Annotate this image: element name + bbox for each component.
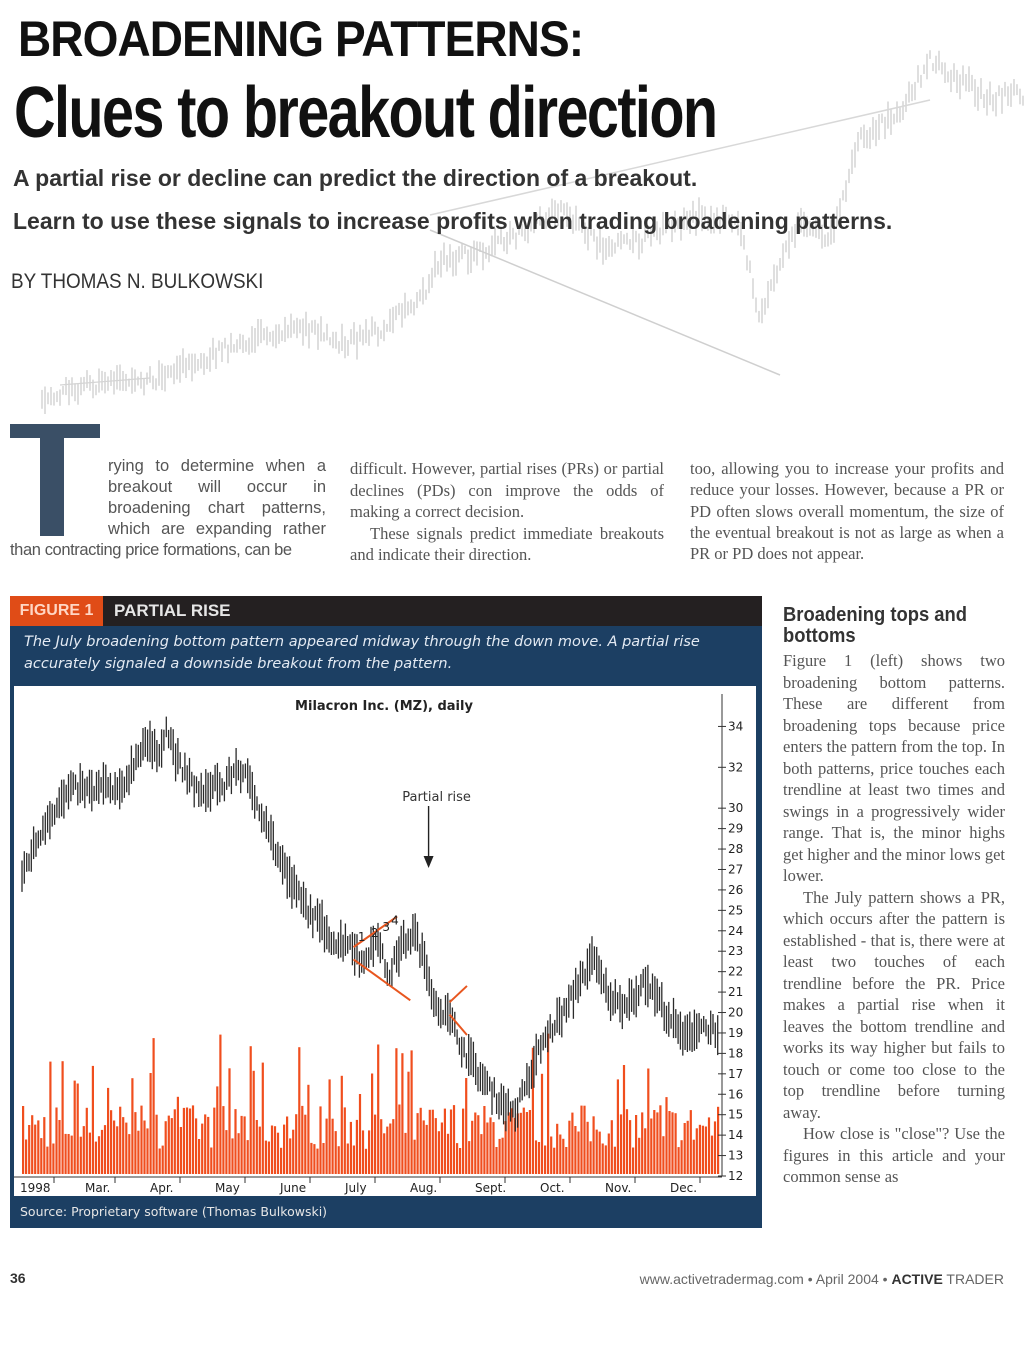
y-tick-label: 15 (728, 1107, 744, 1122)
volume-bar (250, 1046, 252, 1174)
volume-bar (395, 1048, 397, 1174)
volume-bar (614, 1147, 616, 1174)
volume-bar (22, 1106, 24, 1174)
y-tick-label: 27 (728, 862, 744, 877)
volume-bar (274, 1126, 276, 1174)
volume-bar (520, 1113, 522, 1174)
volume-bar (641, 1112, 643, 1174)
volume-bar (171, 1118, 173, 1174)
volume-bar (574, 1126, 576, 1174)
x-tick-label: Aug. (410, 1181, 438, 1195)
volume-bar (438, 1131, 440, 1174)
volume-bar (265, 1141, 267, 1174)
volume-bar (168, 1116, 170, 1174)
volume-bar (162, 1146, 164, 1174)
volume-bar (307, 1085, 309, 1174)
volume-bar (55, 1108, 57, 1175)
volume-bar (492, 1122, 494, 1174)
volume-bar (687, 1121, 689, 1174)
volume-bar (341, 1076, 343, 1174)
volume-bar (213, 1108, 215, 1174)
volume-bar (602, 1144, 604, 1175)
volume-bar (298, 1047, 300, 1174)
volume-bar (577, 1132, 579, 1175)
figure-header (10, 596, 762, 626)
volume-bar (222, 1106, 224, 1174)
volume-bar (420, 1108, 422, 1174)
col1-line: rying to determine when a (108, 457, 326, 475)
volume-bar (231, 1138, 233, 1174)
volume-bar (593, 1116, 595, 1174)
figure-caption: The July broadening bottom pattern appeared midway through the down move. A partial rise accurately signaled a downside breakout from the pattern. (24, 634, 700, 672)
volume-bar (432, 1110, 434, 1174)
volume-bar (338, 1146, 340, 1174)
volume-bar (159, 1149, 161, 1175)
touch-label: 2 (371, 925, 379, 940)
volume-bar (665, 1097, 667, 1174)
volume-bar (708, 1117, 710, 1174)
volume-bar (717, 1107, 719, 1174)
volume-bar (668, 1111, 670, 1174)
volume-bar (180, 1127, 182, 1174)
col1-line-last: than contracting price formations, can be (10, 541, 292, 559)
volume-bar (547, 1034, 549, 1174)
volume-bar (204, 1114, 206, 1174)
volume-bar (417, 1113, 419, 1174)
volume-bar (608, 1134, 610, 1175)
volume-bar (219, 1035, 221, 1174)
volume-bar (407, 1072, 409, 1174)
x-tick-label: July (345, 1181, 367, 1195)
y-tick-label: 24 (728, 923, 744, 938)
y-tick-label: 19 (728, 1025, 744, 1040)
volume-bar (116, 1126, 118, 1174)
volume-bar (499, 1139, 501, 1174)
volume-bar (253, 1071, 255, 1174)
volume-bar (259, 1127, 261, 1174)
page-number: 36 (10, 1270, 26, 1286)
volume-bar (477, 1115, 479, 1174)
volume-bar (678, 1147, 680, 1174)
volume-bar (74, 1081, 76, 1174)
volume-bar (365, 1149, 367, 1174)
volume-bar (58, 1120, 60, 1174)
volume-bar (392, 1119, 394, 1174)
x-tick-label: 1998 (20, 1181, 51, 1195)
y-tick-label: 12 (728, 1169, 744, 1183)
figure-title: PARTIAL RISE (114, 601, 231, 620)
x-tick-label: Oct. (540, 1181, 565, 1195)
col1-line: which are expanding rather (108, 520, 326, 538)
volume-bar (335, 1131, 337, 1174)
volume-bar (329, 1079, 331, 1174)
volume-bar (234, 1109, 236, 1174)
volume-bar (699, 1125, 701, 1174)
volume-bar (544, 1146, 546, 1175)
volume-bar (183, 1108, 185, 1174)
volume-bar (189, 1109, 191, 1175)
volume-bar (177, 1097, 179, 1174)
volume-bar (140, 1106, 142, 1174)
volume-bar (611, 1120, 613, 1174)
volume-bar (310, 1143, 312, 1174)
volume-bar (277, 1133, 279, 1174)
volume-bar (474, 1113, 476, 1175)
col2-paragraph-2: These signals predict immediate breakouts and indicate their direction. (350, 523, 664, 564)
volume-bar (523, 1108, 525, 1174)
volume-bar (371, 1074, 373, 1175)
volume-bar (526, 1112, 528, 1174)
volume-bar (444, 1109, 446, 1174)
volume-bar (632, 1148, 634, 1175)
volume-bar (52, 1144, 54, 1175)
volume-bar (529, 1110, 531, 1174)
volume-bar (456, 1143, 458, 1174)
volume-bar (702, 1126, 704, 1174)
volume-bar (256, 1120, 258, 1174)
volume-bar (301, 1106, 303, 1174)
volume-bar (495, 1147, 497, 1174)
volume-bar (110, 1110, 112, 1174)
trendline (450, 986, 467, 1002)
volume-bar (156, 1115, 158, 1174)
volume-bar (541, 1074, 543, 1174)
volume-bar (210, 1148, 212, 1175)
touch-label: 4 (391, 913, 399, 928)
volume-bar (295, 1114, 297, 1174)
volume-bar (571, 1113, 573, 1174)
volume-bar (568, 1121, 570, 1174)
volume-bar (247, 1140, 249, 1174)
touch-label: 1 (357, 930, 366, 944)
volume-bar (429, 1110, 431, 1174)
volume-bar (95, 1142, 97, 1174)
volume-bar (326, 1119, 328, 1174)
volume-bar (125, 1123, 127, 1174)
volume-bar (25, 1140, 27, 1175)
volume-bar (368, 1130, 370, 1174)
volume-bar (34, 1125, 36, 1174)
volume-bar (635, 1115, 637, 1174)
volume-bar (398, 1105, 400, 1175)
volume-bar (535, 1140, 537, 1174)
page-footer: www.activetradermag.com • April 2004 • ACTIVE TRADER (639, 1271, 1004, 1287)
y-tick-label: 28 (728, 842, 744, 857)
volume-bar (40, 1138, 42, 1174)
volume-bar (671, 1112, 673, 1174)
volume-bar (502, 1138, 504, 1174)
volume-bar (207, 1117, 209, 1174)
y-tick-label: 21 (728, 985, 744, 1000)
volume-bar (46, 1147, 48, 1174)
y-tick-label: 25 (728, 903, 744, 918)
volume-bar (80, 1137, 82, 1174)
volume-bar (653, 1110, 655, 1174)
volume-bar (344, 1107, 346, 1174)
volume-bar (559, 1135, 561, 1175)
volume-bar (447, 1134, 449, 1174)
y-tick-label: 29 (728, 821, 744, 836)
background-trendline (430, 230, 780, 375)
volume-bar (37, 1120, 39, 1174)
volume-bar (322, 1143, 324, 1174)
volume-bar (68, 1134, 70, 1174)
volume-bar (587, 1122, 589, 1174)
x-tick-label: Sept. (475, 1181, 507, 1195)
volume-bar (143, 1121, 145, 1175)
volume-bar (693, 1140, 695, 1174)
col1-line: breakout will occur in (108, 478, 326, 496)
volume-bar (596, 1130, 598, 1174)
volume-bar (153, 1038, 155, 1174)
x-tick-label: Nov. (605, 1181, 632, 1195)
volume-bar (122, 1117, 124, 1174)
volume-bar (304, 1115, 306, 1174)
volume-bar (696, 1128, 698, 1174)
volume-bar (92, 1066, 94, 1174)
volume-bar (647, 1069, 649, 1175)
volume-bar (101, 1130, 103, 1174)
volume-bar (377, 1045, 379, 1175)
volume-bar (468, 1141, 470, 1174)
partial-rise-annotation: Partial rise (402, 790, 471, 805)
price-volume-chart (14, 686, 756, 1196)
annotation-arrow-head (424, 856, 434, 868)
volume-bar (459, 1148, 461, 1174)
col1-line: broadening chart patterns, (108, 499, 326, 517)
volume-bar (283, 1125, 285, 1174)
col3-paragraph-1: too, allowing you to increase your profits and reduce your losses. However, because a PR or PD often slows overall momentum, the size of the eventual breakout is not as large as when a PR or PD does not appear. (690, 459, 1004, 564)
volume-bar (426, 1125, 428, 1174)
volume-bar (714, 1121, 716, 1174)
volume-bar (565, 1147, 567, 1174)
y-tick-label: 32 (728, 760, 744, 775)
chart-title: Milacron Inc. (MZ), daily (295, 699, 473, 714)
volume-bar (107, 1088, 109, 1174)
volume-bar (401, 1053, 403, 1174)
y-tick-label: 20 (728, 1005, 744, 1020)
volume-bar (89, 1133, 91, 1174)
volume-bar (471, 1121, 473, 1174)
volume-bar (644, 1128, 646, 1174)
y-tick-label: 18 (728, 1046, 744, 1061)
y-tick-label: 13 (728, 1148, 744, 1163)
volume-bar (356, 1120, 358, 1174)
volume-bar (201, 1124, 203, 1174)
volume-bar (146, 1128, 148, 1174)
volume-bar (192, 1105, 194, 1174)
column-3 (690, 458, 1004, 564)
volume-bar (465, 1078, 467, 1174)
volume-bar (134, 1112, 136, 1174)
volume-bar (599, 1132, 601, 1174)
x-tick-label: Apr. (150, 1181, 174, 1195)
volume-bar (626, 1109, 628, 1174)
volume-bar (198, 1139, 200, 1174)
y-tick-label: 30 (728, 801, 744, 816)
volume-bar (681, 1140, 683, 1174)
volume-bar (553, 1148, 555, 1174)
volume-bar (225, 1130, 227, 1174)
volume-bar (374, 1115, 376, 1174)
article-deck-line-2: Learn to use these signals to increase profits when trading broadening patterns. (13, 208, 893, 234)
volume-bar (638, 1138, 640, 1174)
volume-bar (489, 1117, 491, 1174)
volume-bar (104, 1125, 106, 1174)
volume-bar (83, 1126, 85, 1174)
volume-bar (332, 1119, 334, 1174)
trendline (354, 959, 411, 1000)
volume-bar (43, 1117, 45, 1174)
y-tick-label: 17 (728, 1066, 744, 1081)
volume-bar (411, 1050, 413, 1174)
column-1 (10, 456, 326, 561)
volume-bar (244, 1116, 246, 1174)
volume-bar (690, 1110, 692, 1174)
volume-bar (216, 1086, 218, 1174)
volume-bar (174, 1109, 176, 1174)
volume-bar (623, 1065, 625, 1174)
y-tick-label: 34 (728, 719, 744, 734)
volume-bar (316, 1149, 318, 1174)
column-2 (350, 458, 664, 566)
x-tick-label: Dec. (670, 1181, 698, 1195)
volume-bar (711, 1136, 713, 1174)
volume-bar (86, 1108, 88, 1174)
volume-bar (353, 1146, 355, 1175)
volume-bar (359, 1094, 361, 1174)
volume-bar (404, 1133, 406, 1174)
volume-bar (483, 1106, 485, 1174)
volume-bar (389, 1124, 391, 1175)
volume-bar (450, 1110, 452, 1175)
y-tick-label: 23 (728, 944, 744, 959)
volume-bar (620, 1114, 622, 1174)
volume-bar (286, 1117, 288, 1175)
volume-bar (380, 1119, 382, 1174)
x-tick-label: May (215, 1181, 240, 1195)
volume-bar (538, 1142, 540, 1174)
touch-label: 3 (382, 919, 390, 934)
volume-bar (583, 1106, 585, 1174)
volume-bar (580, 1106, 582, 1174)
volume-bar (347, 1144, 349, 1175)
volume-bar (186, 1108, 188, 1175)
volume-bar (662, 1136, 664, 1174)
volume-bar (262, 1063, 264, 1174)
volume-bar (131, 1078, 133, 1174)
x-tick-label: Mar. (85, 1181, 111, 1195)
volume-bar (49, 1062, 51, 1174)
volume-bar (556, 1124, 558, 1174)
volume-bar (441, 1123, 443, 1175)
col2-paragraph-1: difficult. However, partial rises (PRs) or partial declines (PDs) con improve the odds of making a correct decision. (350, 459, 664, 521)
volume-bar (165, 1121, 167, 1174)
volume-bar (684, 1123, 686, 1174)
figure-1 (10, 596, 762, 1228)
x-tick-label: June (280, 1181, 307, 1195)
article-subtitle: Clues to breakout direction (14, 73, 717, 153)
figure-source: Source: Proprietary software (Thomas Bulkowski) (20, 1204, 328, 1219)
y-tick-label: 16 (728, 1087, 744, 1102)
volume-bar (137, 1131, 139, 1174)
volume-bar (313, 1144, 315, 1174)
col4-paragraph-2: The July pattern shows a PR, which occurs after the pattern is established - that is, there were at least two touches of each trendline before the PR. Price makes a partial rise when it leaves the bottom trendline and works its way higher but fails to touch or come too close to the top trendline before turning away. (783, 887, 1005, 1122)
col4-paragraph-3: How close is "close"? Use the figures in this article and your common sense as (783, 1124, 1005, 1186)
col4-paragraph-1: Figure 1 (left) shows two broadening bottom patterns. These are different from broadening tops because price enters the pattern from the top. In both patterns, price touches each trendline at least two times and swings in a progressively wider range. That is, the minor highs get higher and the minor lows get lower. (783, 651, 1005, 885)
volume-bar (98, 1136, 100, 1174)
volume-bar (656, 1112, 658, 1174)
volume-bar (280, 1148, 282, 1174)
author-byline: BY THOMAS N. BULKOWSKI (11, 270, 264, 293)
volume-bar (414, 1140, 416, 1174)
volume-bar (562, 1139, 564, 1174)
volume-bar (150, 1073, 152, 1174)
volume-bar (386, 1127, 388, 1174)
column-4 (783, 605, 1005, 1188)
y-tick-label: 14 (728, 1128, 744, 1143)
volume-bar (350, 1122, 352, 1174)
volume-bar (435, 1118, 437, 1174)
volume-bar (319, 1106, 321, 1174)
volume-bar (195, 1118, 197, 1174)
volume-bar (241, 1116, 243, 1174)
article-title: BROADENING PATTERNS: (18, 11, 584, 67)
figure-label: FIGURE 1 (10, 596, 103, 626)
y-tick-label: 26 (728, 882, 744, 897)
volume-bar (128, 1134, 130, 1174)
article-deck-line-1: A partial rise or decline can predict the direction of a breakout. (13, 165, 698, 191)
volume-bar (675, 1113, 677, 1174)
volume-bar (65, 1134, 67, 1174)
volume-bar (228, 1068, 230, 1174)
volume-bar (659, 1105, 661, 1174)
y-tick-label: 22 (728, 964, 744, 979)
volume-bar (28, 1125, 30, 1174)
volume-bar (119, 1107, 121, 1174)
volume-bar (62, 1061, 64, 1174)
volume-bar (289, 1138, 291, 1174)
volume-bar (550, 1137, 552, 1175)
volume-bar (71, 1136, 73, 1174)
volume-bar (629, 1120, 631, 1174)
volume-bar (453, 1105, 455, 1174)
volume-bar (113, 1121, 115, 1175)
volume-bar (617, 1079, 619, 1174)
volume-bar (383, 1133, 385, 1174)
volume-bar (31, 1115, 33, 1174)
volume-bar (508, 1112, 510, 1174)
volume-bar (705, 1127, 707, 1175)
volume-bar (480, 1134, 482, 1174)
volume-bar (605, 1145, 607, 1174)
volume-bar (238, 1133, 240, 1174)
volume-bar (77, 1084, 79, 1175)
volume-bar (423, 1120, 425, 1174)
volume-bar (268, 1142, 270, 1175)
volume-bar (650, 1119, 652, 1175)
volume-bar (292, 1130, 294, 1174)
volume-bar (462, 1109, 464, 1174)
volume-bar (590, 1141, 592, 1174)
volume-bar (362, 1130, 364, 1174)
volume-bar (271, 1126, 273, 1175)
volume-bar (486, 1123, 488, 1175)
section-heading: Broadening tops and bottoms (783, 604, 967, 647)
